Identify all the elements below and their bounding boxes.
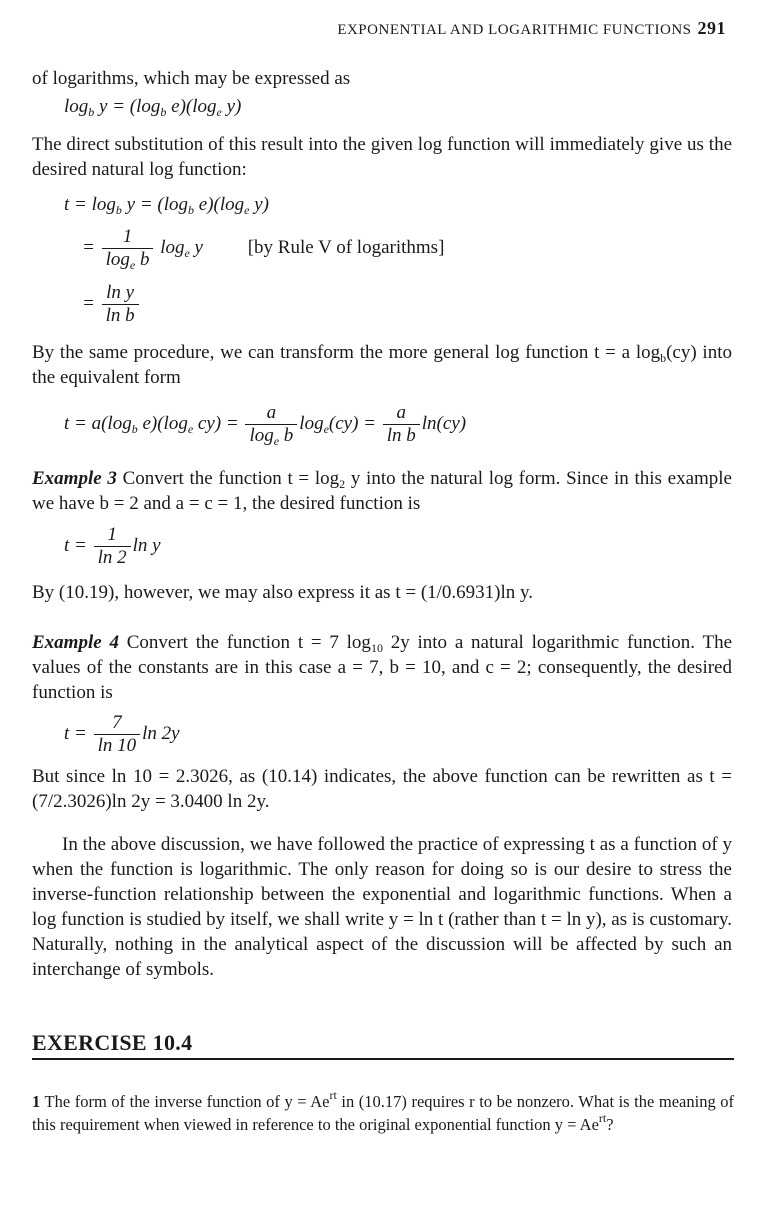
running-header xyxy=(337,18,726,39)
example-3-followup: By (10.19), however, we may also express it as t = (1/0.6931)ln y. xyxy=(32,582,534,603)
example-4-followup: But since ln 10 = 2.3026, as (10.14) indicates, the above function can be rewritten as t = (7/2.3026)ln 2y = 3.0400 ln 2y. xyxy=(32,766,732,812)
fraction: $\frac{1}{\ln 2}$ xyxy=(94,524,131,569)
paragraph-intro: of logarithms, which may be expressed as xyxy=(32,68,351,89)
example-4: Example 4 Convert the function t = 7 $\log_{10} 2y$ into a natural logarithmic function. The values of the constants are in this case a = 7, b = 10, and c = 2; consequently, the desired function is xyxy=(32,632,732,703)
exercise-question-1: 1 The form of the inverse function of $y = Ae^{rt}$ in (10.17) requires r to be nonzero. What is the meaning of this requirement when viewed in reference to the original exponential function $y = Ae^{rt}$? xyxy=(32,1088,735,1134)
equation-line-2: = $\frac{1}{\log_e b}$ $\log_e y$ [by Rule V of logarithms] xyxy=(82,226,445,272)
exercise-heading: EXERCISE 10.4 xyxy=(32,1030,193,1055)
example-4-label: Example 4 xyxy=(32,632,119,653)
equation-general: $t = a(\log_b$ $e)(\log_e$ cy) = $\frac{a}{\log_e b}$ $\log_e(cy)$ = $\frac{a}{\text{ln b}}$ ln(cy) xyxy=(64,402,467,448)
example-3-equation: t = $\frac{1}{\ln 2}$ ln y xyxy=(64,524,161,568)
rule-note: [by Rule V of logarithms] xyxy=(247,236,445,258)
fraction: $\frac{a}{\log_e b}$ xyxy=(245,402,297,447)
running-title: EXPONENTIAL AND LOGARITHMIC FUNCTIONS xyxy=(337,22,692,38)
example-3-label: Example 3 xyxy=(32,468,117,489)
equation-change-of-base: $\log_b y = (\log_b$ $e)(\log_e$ y) xyxy=(64,96,242,119)
fraction: $\frac{7}{\ln 10}$ xyxy=(94,712,141,757)
example-4-equation: t = $\frac{7}{\ln 10}$ ln 2y xyxy=(64,712,180,756)
question-number: 1 xyxy=(32,1092,41,1111)
page-number: 291 xyxy=(697,18,726,38)
fraction: $\frac{1}{\log_e b}$ xyxy=(102,226,154,271)
discussion-paragraph: In the above discussion, we have followed the practice of expressing t as a function of y when the function is logarithmic. The only reason for doing so is our desire to stress the inverse-function relationship between the exponential and logarithmic functions. When a log function is studied by itself, we shall write y = ln t (rather than t = ln y), as is customary. Naturally, nothing in the analytical aspect of the discussion will be affected by such an interchange of symbols. xyxy=(32,834,732,980)
paragraph-general-form: By the same procedure, we can transform the more general log function t = a $\log_b(cy)$ into the equivalent form xyxy=(32,342,732,388)
heading-rule xyxy=(32,1058,734,1060)
equation-line-1: $t = \log_b y = (\log_b$ $e)(\log_e$ y) xyxy=(64,194,269,217)
paragraph-substitution: The direct substitution of this result into the given log function will immediately give us the desired natural log function: xyxy=(32,134,732,180)
fraction: $\frac{a}{\text{ln b}}$ xyxy=(383,402,420,447)
example-3: Example 3 Convert the function $t = \log_2 y$ into the natural log form. Since in this example we have b = 2 and a = c = 1, the desired function is xyxy=(32,468,732,514)
fraction: $\frac{\text{ln y}}{\text{ln b}}$ xyxy=(102,282,139,327)
equation-line-3: = $\frac{\text{ln y}}{\text{ln b}}$ xyxy=(82,282,141,327)
